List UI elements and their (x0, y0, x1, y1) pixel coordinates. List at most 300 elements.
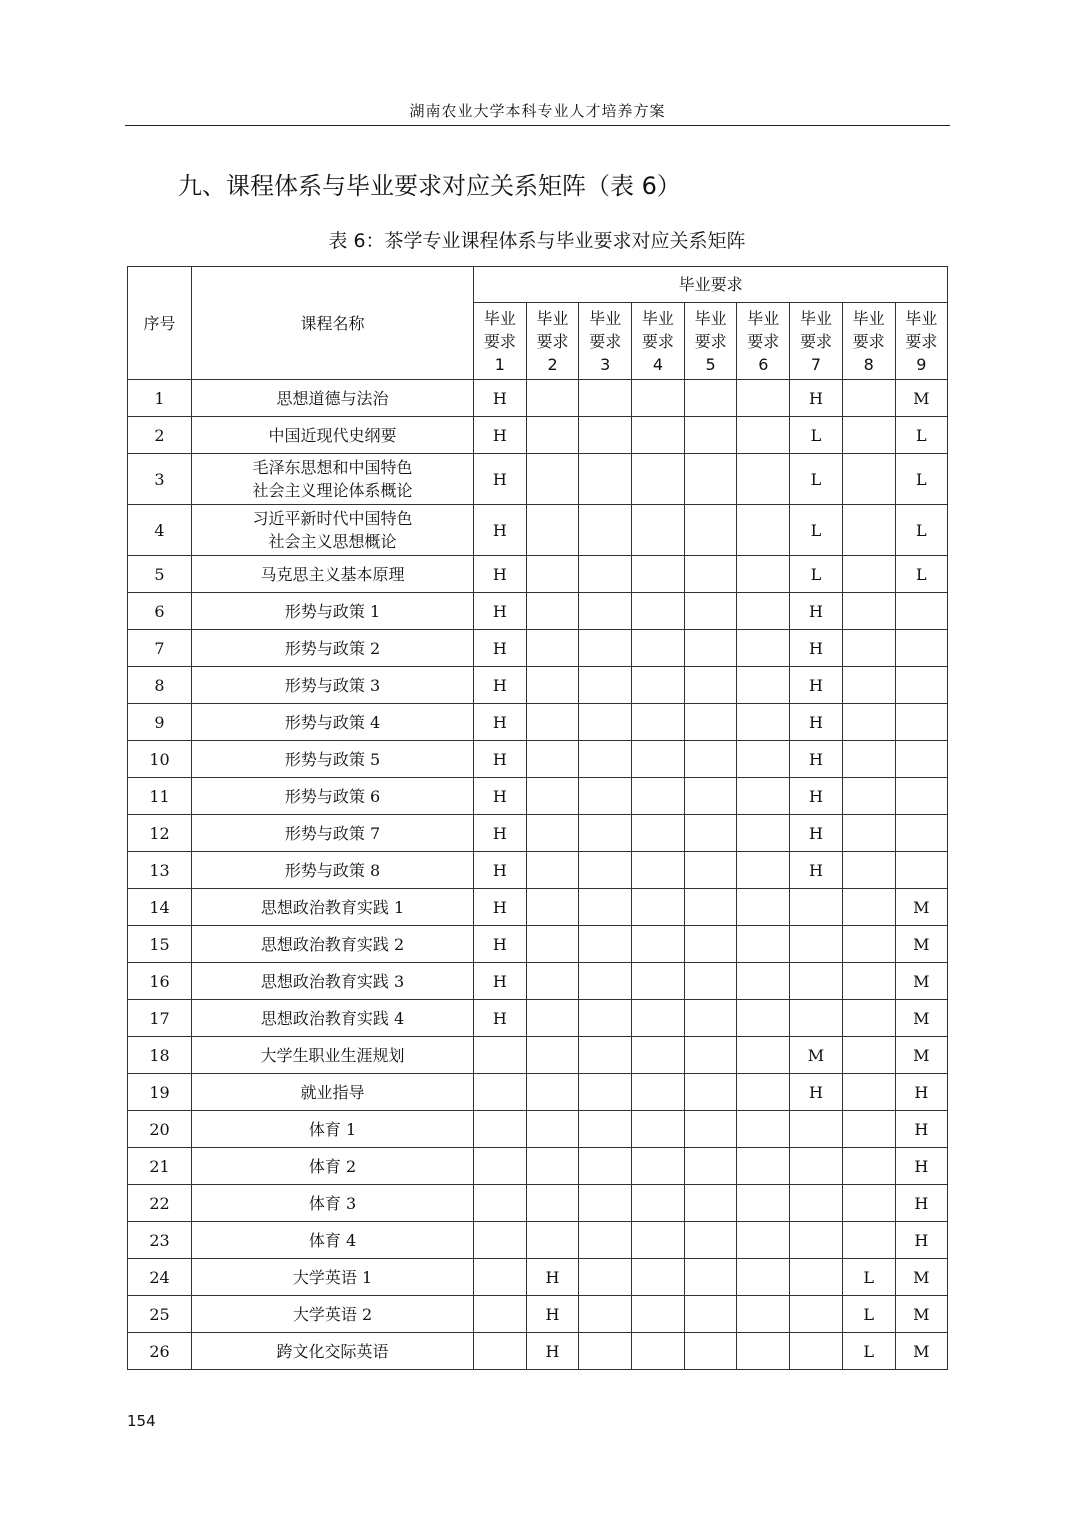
cell-requirement-1: H (474, 454, 527, 505)
header-requirement-6 (737, 303, 790, 380)
cell-requirement-6 (737, 593, 790, 630)
cell-requirement-1: H (474, 630, 527, 667)
cell-requirement-8 (842, 815, 895, 852)
course-name-line: 思想政治教育实践 4 (260, 1008, 405, 1028)
header-requirement-line: 毕业 (905, 308, 938, 328)
cell-seq: 14 (128, 889, 192, 926)
cell-seq: 25 (128, 1296, 192, 1333)
cell-requirement-9: M (895, 1000, 948, 1037)
cell-requirement-1: H (474, 778, 527, 815)
cell-requirement-5 (684, 1259, 737, 1296)
cell-requirement-4 (632, 1296, 685, 1333)
table-row (128, 667, 948, 704)
cell-requirement-9 (895, 704, 948, 741)
cell-course-name (192, 1111, 474, 1148)
cell-requirement-8 (842, 889, 895, 926)
cell-requirement-7: H (790, 815, 843, 852)
cell-requirement-7: H (790, 380, 843, 417)
cell-seq: 4 (128, 505, 192, 556)
cell-requirement-4 (632, 852, 685, 889)
cell-requirement-7: H (790, 630, 843, 667)
cell-requirement-1 (474, 1037, 527, 1074)
cell-requirement-5 (684, 1185, 737, 1222)
cell-requirement-4 (632, 963, 685, 1000)
header-requirement-2 (526, 303, 579, 380)
requirements-matrix-table (127, 266, 948, 1370)
cell-course-name (192, 1074, 474, 1111)
cell-requirement-4 (632, 889, 685, 926)
cell-requirement-8 (842, 593, 895, 630)
cell-requirement-9: M (895, 380, 948, 417)
cell-course-name (192, 667, 474, 704)
table-row (128, 963, 948, 1000)
cell-seq: 17 (128, 1000, 192, 1037)
cell-requirement-9 (895, 630, 948, 667)
cell-seq: 19 (128, 1074, 192, 1111)
cell-requirement-4 (632, 380, 685, 417)
cell-course-name (192, 852, 474, 889)
cell-requirement-4 (632, 778, 685, 815)
cell-requirement-7 (790, 963, 843, 1000)
cell-requirement-8: L (842, 1333, 895, 1370)
cell-requirement-8 (842, 380, 895, 417)
cell-requirement-2: H (526, 1259, 579, 1296)
cell-requirement-7: H (790, 852, 843, 889)
cell-requirement-1 (474, 1185, 527, 1222)
header-requirement-line: 毕业 (589, 308, 622, 328)
cell-requirement-9: H (895, 1185, 948, 1222)
cell-requirement-4 (632, 1259, 685, 1296)
cell-requirement-2 (526, 505, 579, 556)
header-requirement-line: 4 (652, 354, 663, 374)
cell-requirement-8 (842, 1037, 895, 1074)
table-row (128, 1333, 948, 1370)
cell-course-name (192, 556, 474, 593)
cell-requirement-5 (684, 852, 737, 889)
cell-requirement-3 (579, 1074, 632, 1111)
cell-requirement-7 (790, 1000, 843, 1037)
cell-requirement-9 (895, 741, 948, 778)
header-course-name: 课程名称 (192, 267, 474, 380)
cell-requirement-8 (842, 556, 895, 593)
cell-course-name (192, 1296, 474, 1333)
course-name-line: 体育 2 (308, 1156, 357, 1176)
cell-course-name (192, 593, 474, 630)
cell-course-name (192, 1333, 474, 1370)
cell-requirement-3 (579, 1296, 632, 1333)
course-name-line: 大学英语 1 (292, 1267, 373, 1287)
cell-course-name (192, 889, 474, 926)
cell-requirement-4 (632, 815, 685, 852)
cell-seq: 5 (128, 556, 192, 593)
cell-requirement-8 (842, 1074, 895, 1111)
cell-seq: 9 (128, 704, 192, 741)
cell-course-name (192, 454, 474, 505)
header-requirement-line: 毕业 (536, 308, 569, 328)
cell-requirement-5 (684, 1296, 737, 1333)
cell-requirement-6 (737, 778, 790, 815)
cell-requirement-6 (737, 556, 790, 593)
cell-requirement-4 (632, 1222, 685, 1259)
cell-requirement-9: L (895, 556, 948, 593)
table-row (128, 454, 948, 505)
cell-requirement-9 (895, 778, 948, 815)
cell-seq: 2 (128, 417, 192, 454)
cell-requirement-7 (790, 1148, 843, 1185)
cell-requirement-7: L (790, 454, 843, 505)
cell-requirement-8 (842, 1000, 895, 1037)
course-name-line: 形势与政策 5 (284, 749, 381, 769)
cell-requirement-9: H (895, 1074, 948, 1111)
cell-requirement-8 (842, 741, 895, 778)
table-row (128, 630, 948, 667)
cell-seq: 16 (128, 963, 192, 1000)
cell-requirement-1: H (474, 963, 527, 1000)
header-requirement-line: 1 (494, 354, 505, 374)
cell-requirement-2 (526, 667, 579, 704)
cell-requirement-8 (842, 1185, 895, 1222)
cell-requirement-4 (632, 1111, 685, 1148)
cell-requirement-5 (684, 667, 737, 704)
cell-requirement-2 (526, 926, 579, 963)
course-name-line: 思想政治教育实践 1 (260, 897, 405, 917)
cell-requirement-1: H (474, 505, 527, 556)
cell-course-name (192, 1000, 474, 1037)
cell-requirement-4 (632, 454, 685, 505)
cell-requirement-9 (895, 593, 948, 630)
cell-requirement-7: L (790, 556, 843, 593)
cell-seq: 18 (128, 1037, 192, 1074)
cell-requirement-3 (579, 667, 632, 704)
cell-requirement-5 (684, 454, 737, 505)
header-requirement-line: 要求 (641, 331, 674, 351)
header-requirement-line: 要求 (747, 331, 780, 351)
course-name-line: 大学英语 2 (292, 1304, 373, 1324)
cell-requirement-6 (737, 1000, 790, 1037)
header-requirement-line: 8 (863, 354, 874, 374)
cell-requirement-6 (737, 1296, 790, 1333)
cell-requirement-5 (684, 1111, 737, 1148)
cell-requirement-3 (579, 926, 632, 963)
cell-requirement-4 (632, 1185, 685, 1222)
cell-requirement-6 (737, 380, 790, 417)
header-requirements-group: 毕业要求 (474, 267, 948, 303)
cell-seq: 24 (128, 1259, 192, 1296)
header-requirement-1 (474, 303, 527, 380)
cell-requirement-2 (526, 852, 579, 889)
cell-requirement-2 (526, 1222, 579, 1259)
cell-requirement-5 (684, 593, 737, 630)
course-name-line: 形势与政策 7 (284, 823, 381, 843)
table-row (128, 417, 948, 454)
cell-requirement-7: H (790, 593, 843, 630)
cell-requirement-9: H (895, 1148, 948, 1185)
cell-requirement-4 (632, 630, 685, 667)
table-row (128, 1185, 948, 1222)
cell-requirement-1 (474, 1148, 527, 1185)
cell-course-name (192, 1148, 474, 1185)
table-row (128, 556, 948, 593)
course-name-line: 跨文化交际英语 (276, 1341, 389, 1361)
cell-seq: 15 (128, 926, 192, 963)
table-row (128, 1296, 948, 1333)
cell-requirement-3 (579, 417, 632, 454)
cell-course-name (192, 1259, 474, 1296)
cell-requirement-6 (737, 852, 790, 889)
cell-requirement-3 (579, 1222, 632, 1259)
cell-seq: 26 (128, 1333, 192, 1370)
cell-requirement-2 (526, 963, 579, 1000)
cell-requirement-6 (737, 1037, 790, 1074)
header-requirement-5 (684, 303, 737, 380)
table-row (128, 1000, 948, 1037)
cell-requirement-8 (842, 1148, 895, 1185)
course-name-line: 习近平新时代中国特色 (252, 509, 413, 528)
cell-requirement-6 (737, 1185, 790, 1222)
cell-course-name (192, 1222, 474, 1259)
cell-requirement-1 (474, 1333, 527, 1370)
cell-requirement-2 (526, 1148, 579, 1185)
cell-requirement-3 (579, 505, 632, 556)
header-requirement-line: 毕业 (641, 308, 674, 328)
table-row (128, 815, 948, 852)
cell-seq: 23 (128, 1222, 192, 1259)
cell-requirement-2 (526, 1185, 579, 1222)
cell-requirement-7: H (790, 1074, 843, 1111)
cell-requirement-4 (632, 1148, 685, 1185)
table-row (128, 741, 948, 778)
cell-requirement-8 (842, 852, 895, 889)
cell-requirement-7: H (790, 741, 843, 778)
cell-requirement-3 (579, 1037, 632, 1074)
cell-requirement-5 (684, 556, 737, 593)
cell-requirement-8: L (842, 1296, 895, 1333)
cell-requirement-2 (526, 593, 579, 630)
cell-requirement-2 (526, 741, 579, 778)
cell-seq: 20 (128, 1111, 192, 1148)
cell-requirement-6 (737, 1259, 790, 1296)
table-row (128, 593, 948, 630)
cell-requirement-1: H (474, 889, 527, 926)
cell-requirement-3 (579, 380, 632, 417)
cell-requirement-7 (790, 1111, 843, 1148)
header-requirement-line: 要求 (799, 331, 832, 351)
cell-requirement-5 (684, 505, 737, 556)
cell-requirement-8 (842, 778, 895, 815)
cell-course-name (192, 417, 474, 454)
cell-requirement-1 (474, 1259, 527, 1296)
cell-requirement-8 (842, 1111, 895, 1148)
cell-requirement-7 (790, 1185, 843, 1222)
header-seq: 序号 (128, 267, 192, 380)
cell-requirement-7 (790, 1259, 843, 1296)
cell-requirement-4 (632, 926, 685, 963)
table-row (128, 889, 948, 926)
header-requirement-line: 要求 (905, 331, 938, 351)
cell-requirement-3 (579, 556, 632, 593)
cell-requirement-5 (684, 815, 737, 852)
header-requirement-line: 要求 (694, 331, 727, 351)
cell-requirement-5 (684, 741, 737, 778)
cell-requirement-9: H (895, 1111, 948, 1148)
cell-requirement-6 (737, 1222, 790, 1259)
cell-requirement-7 (790, 926, 843, 963)
cell-requirement-8 (842, 630, 895, 667)
cell-requirement-1 (474, 1111, 527, 1148)
header-requirement-line: 毕业 (694, 308, 727, 328)
cell-requirement-6 (737, 815, 790, 852)
cell-requirement-3 (579, 1000, 632, 1037)
cell-requirement-4 (632, 593, 685, 630)
cell-seq: 21 (128, 1148, 192, 1185)
cell-requirement-9: M (895, 1037, 948, 1074)
cell-requirement-9: M (895, 889, 948, 926)
course-name-line: 形势与政策 4 (284, 712, 381, 732)
cell-requirement-2 (526, 1000, 579, 1037)
cell-requirement-1: H (474, 556, 527, 593)
cell-requirement-9: M (895, 1296, 948, 1333)
cell-requirement-4 (632, 505, 685, 556)
table-row (128, 505, 948, 556)
cell-requirement-1: H (474, 704, 527, 741)
course-name-line: 就业指导 (300, 1082, 365, 1102)
cell-requirement-5 (684, 630, 737, 667)
cell-requirement-2 (526, 417, 579, 454)
cell-requirement-2 (526, 704, 579, 741)
header-requirement-line: 5 (705, 354, 716, 374)
header-requirement-3 (579, 303, 632, 380)
course-name-line: 思想政治教育实践 3 (260, 971, 405, 991)
cell-seq: 6 (128, 593, 192, 630)
course-name-line: 形势与政策 8 (284, 860, 381, 880)
cell-course-name (192, 704, 474, 741)
header-requirement-line: 毕业 (799, 308, 832, 328)
cell-requirement-5 (684, 380, 737, 417)
header-row-group (128, 267, 948, 303)
cell-requirement-3 (579, 454, 632, 505)
cell-requirement-9: L (895, 454, 948, 505)
table-row (128, 1259, 948, 1296)
header-requirement-line: 9 (916, 354, 927, 374)
cell-requirement-3 (579, 1111, 632, 1148)
cell-requirement-9 (895, 852, 948, 889)
course-name-line: 社会主义思想概论 (268, 532, 397, 551)
cell-requirement-1: H (474, 1000, 527, 1037)
header-requirement-line: 要求 (852, 331, 885, 351)
cell-requirement-6 (737, 741, 790, 778)
course-name-line: 思想政治教育实践 2 (260, 934, 405, 954)
cell-seq: 10 (128, 741, 192, 778)
cell-requirement-9: L (895, 417, 948, 454)
cell-requirement-7 (790, 1333, 843, 1370)
cell-seq: 8 (128, 667, 192, 704)
cell-requirement-6 (737, 630, 790, 667)
cell-requirement-7: L (790, 505, 843, 556)
table-row (128, 852, 948, 889)
cell-seq: 1 (128, 380, 192, 417)
table-row (128, 778, 948, 815)
cell-requirement-2 (526, 778, 579, 815)
cell-requirement-3 (579, 852, 632, 889)
table-caption: 表 6：茶学专业课程体系与毕业要求对应关系矩阵 (328, 230, 746, 252)
table-row (128, 926, 948, 963)
cell-requirement-7 (790, 1222, 843, 1259)
cell-requirement-6 (737, 1074, 790, 1111)
course-name-line: 体育 1 (308, 1119, 357, 1139)
cell-seq: 3 (128, 454, 192, 505)
cell-requirement-3 (579, 704, 632, 741)
cell-requirement-2 (526, 889, 579, 926)
header-requirement-line: 毕业 (852, 308, 885, 328)
cell-requirement-5 (684, 1037, 737, 1074)
cell-requirement-8 (842, 505, 895, 556)
header-requirement-line: 3 (600, 354, 611, 374)
cell-requirement-8: L (842, 1259, 895, 1296)
cell-requirement-6 (737, 1148, 790, 1185)
cell-requirement-3 (579, 1185, 632, 1222)
cell-requirement-6 (737, 704, 790, 741)
cell-requirement-2 (526, 556, 579, 593)
cell-requirement-8 (842, 667, 895, 704)
cell-seq: 13 (128, 852, 192, 889)
cell-requirement-4 (632, 667, 685, 704)
cell-requirement-1: H (474, 926, 527, 963)
cell-requirement-7 (790, 1296, 843, 1333)
cell-requirement-6 (737, 667, 790, 704)
cell-requirement-6 (737, 889, 790, 926)
cell-requirement-4 (632, 1333, 685, 1370)
page-number: 154 (127, 1412, 156, 1430)
cell-requirement-9: M (895, 1259, 948, 1296)
cell-seq: 22 (128, 1185, 192, 1222)
cell-requirement-3 (579, 1148, 632, 1185)
header-requirement-line: 毕业 (747, 308, 780, 328)
header-requirement-line: 2 (547, 354, 558, 374)
cell-requirement-3 (579, 741, 632, 778)
course-name-line: 马克思主义基本原理 (260, 564, 405, 584)
cell-requirement-2 (526, 454, 579, 505)
table-row (128, 380, 948, 417)
cell-requirement-5 (684, 417, 737, 454)
header-requirement-7 (790, 303, 843, 380)
course-name-line: 形势与政策 3 (284, 675, 381, 695)
cell-requirement-3 (579, 1259, 632, 1296)
cell-requirement-9: M (895, 926, 948, 963)
cell-requirement-6 (737, 926, 790, 963)
cell-requirement-6 (737, 963, 790, 1000)
cell-requirement-5 (684, 704, 737, 741)
cell-requirement-6 (737, 505, 790, 556)
cell-requirement-4 (632, 556, 685, 593)
cell-course-name (192, 380, 474, 417)
cell-requirement-3 (579, 1333, 632, 1370)
cell-requirement-9: M (895, 1333, 948, 1370)
cell-requirement-5 (684, 889, 737, 926)
cell-requirement-2: H (526, 1333, 579, 1370)
cell-requirement-7: L (790, 417, 843, 454)
cell-course-name (192, 1185, 474, 1222)
table-row (128, 704, 948, 741)
header-requirement-line: 要求 (483, 331, 516, 351)
cell-seq: 11 (128, 778, 192, 815)
table-row (128, 1074, 948, 1111)
cell-requirement-8 (842, 417, 895, 454)
cell-requirement-6 (737, 1333, 790, 1370)
course-name-line: 形势与政策 1 (284, 601, 381, 621)
running-header: 湖南农业大学本科专业人才培养方案 (409, 102, 666, 120)
cell-requirement-1: H (474, 815, 527, 852)
cell-requirement-6 (737, 1111, 790, 1148)
